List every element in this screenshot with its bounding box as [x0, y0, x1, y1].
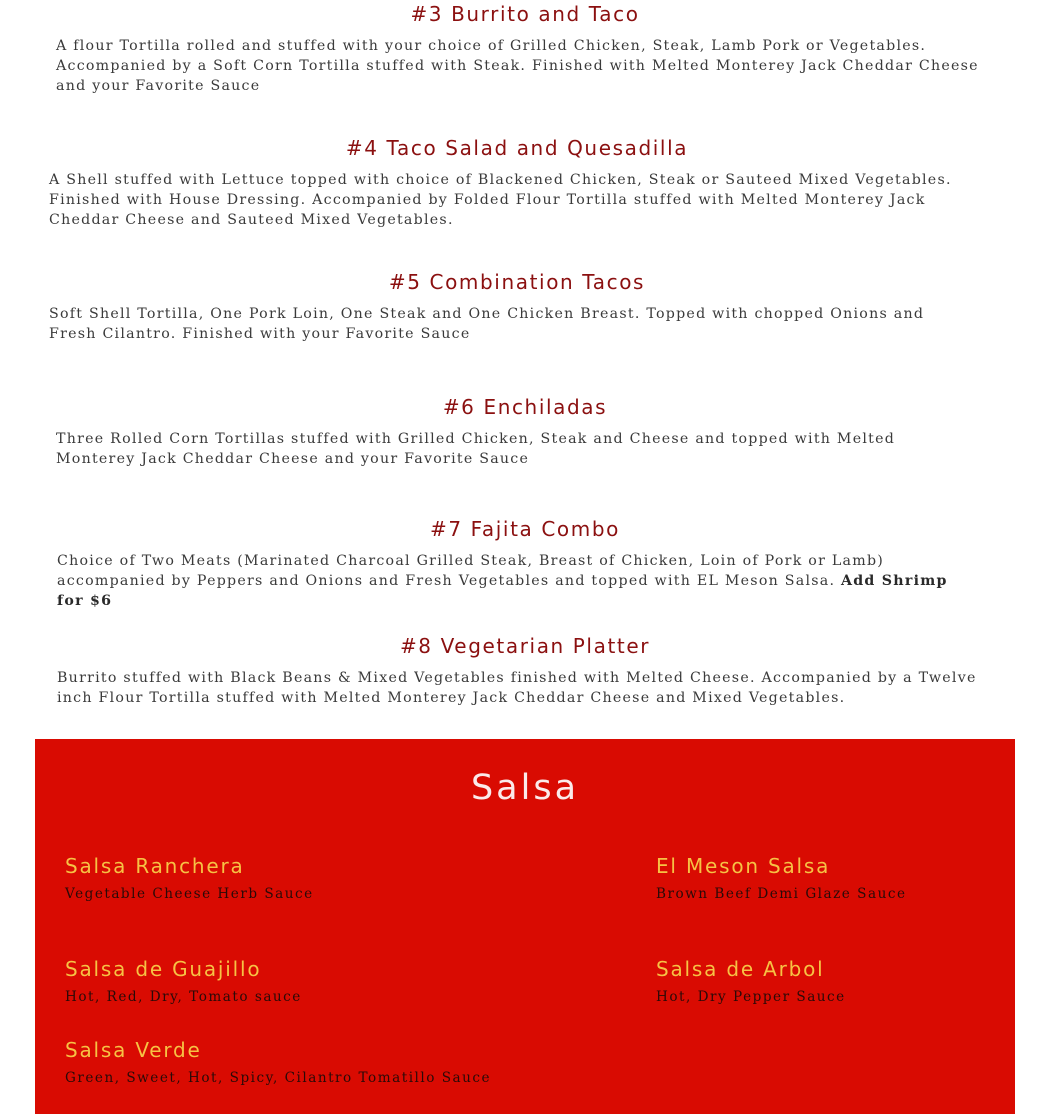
salsa-item-guajillo	[65, 956, 302, 1006]
menu-item-title: #3 Burrito and Taco	[410, 2, 640, 26]
salsa-description: Green, Sweet, Hot, Spicy, Cilantro Tomatillo Sauce	[65, 1070, 492, 1086]
salsa-section	[35, 739, 1015, 1114]
salsa-name: Salsa de Guajillo	[65, 957, 262, 981]
menu-item-title: #8 Vegetarian Platter	[399, 634, 651, 658]
menu-item-description: Burrito stuffed with Black Beans & Mixed Vegetables finished with Melted Cheese. Accompanied by a Twelve inch Flour Tortilla stuffed with Melted Monterey Jack Cheddar Cheese and Mixed Vegetables.	[57, 670, 977, 706]
add-shrimp-note: Add Shrimp for $6	[57, 573, 948, 609]
menu-item-description: Three Rolled Corn Tortillas stuffed with Grilled Chicken, Steak and Cheese and topped with Melted Monterey Jack Cheddar Cheese and your Favorite Sauce	[56, 431, 896, 467]
salsa-name: Salsa Ranchera	[65, 854, 245, 878]
salsa-heading: Salsa	[470, 768, 580, 808]
salsa-description: Hot, Red, Dry, Tomato sauce	[65, 989, 302, 1005]
menu-item-description: A Shell stuffed with Lettuce topped with choice of Blackened Chicken, Steak or Sauteed Mixed Vegetables. Finished with House Dressing. Accompanied by Folded Flour Tortilla stuffed with Melted Monterey Jack Cheddar Cheese and Sauteed Mixed Vegetables.	[49, 172, 952, 228]
menu-item-description: A flour Tortilla rolled and stuffed with your choice of Grilled Chicken, Steak, Lamb Pork or Vegetables. Accompanied by a Soft Corn Tortilla stuffed with Steak. Finished with Melted Monterey Jack Cheddar Cheese and your Favorite Sauce	[56, 38, 979, 94]
menu-item-description	[57, 551, 977, 611]
salsa-item-el-meson	[656, 853, 907, 903]
menu-item-title: #6 Enchiladas	[442, 395, 608, 419]
salsa-item-ranchera	[65, 853, 314, 903]
salsa-item-arbol	[656, 956, 846, 1006]
menu-item-title: #7 Fajita Combo	[430, 517, 620, 541]
salsa-name: Salsa Verde	[65, 1038, 202, 1062]
salsa-item-verde	[65, 1037, 491, 1087]
menu-item-title: #4 Taco Salad and Quesadilla	[345, 136, 689, 160]
menu-item-description-text: Choice of Two Meats (Marinated Charcoal Grilled Steak, Breast of Chicken, Loin of Pork or Lamb) accompanied by Peppers and Onions and Fresh Vegetables and topped with EL Meson Salsa.	[57, 553, 885, 589]
menu-item-title: #5 Combination Tacos	[388, 270, 646, 294]
salsa-description: Hot, Dry Pepper Sauce	[656, 989, 846, 1005]
salsa-description: Brown Beef Demi Glaze Sauce	[656, 886, 907, 902]
menu-item-description: Soft Shell Tortilla, One Pork Loin, One Steak and One Chicken Breast. Topped with chopped Onions and Fresh Cilantro. Finished with your Favorite Sauce	[49, 306, 925, 342]
salsa-name: Salsa de Arbol	[656, 957, 825, 981]
salsa-description: Vegetable Cheese Herb Sauce	[65, 886, 314, 902]
salsa-name: El Meson Salsa	[656, 854, 831, 878]
